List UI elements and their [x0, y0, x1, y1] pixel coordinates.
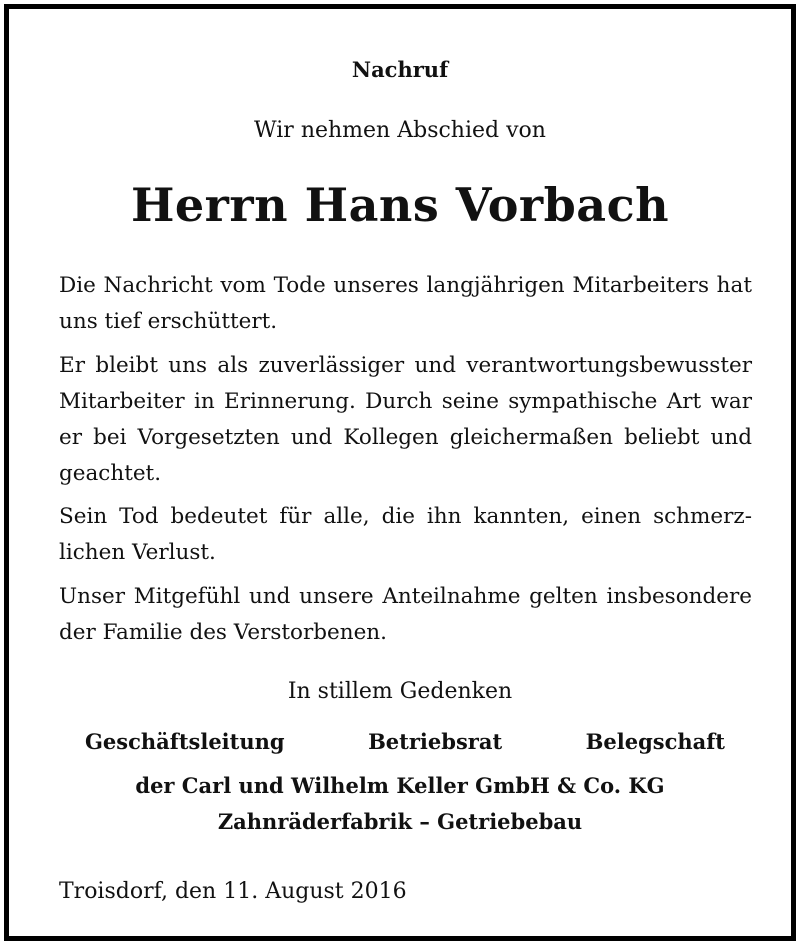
memory-line: In stillem Gedenken — [287, 679, 513, 704]
notice-paragraph: Er bleibt uns als zuverlässiger und verantwortungsbewusster Mitarbeiter in Erinnerung. Durch seine sympathische Art war er bei Vorgesetzten und Kollegen gleichermaßen beliebt und geachtet. — [59, 353, 752, 486]
signers-row — [85, 726, 725, 758]
deceased-name: Herrn Hans Vorbach — [130, 178, 670, 232]
company-division: Zahnräderfabrik – Getriebebau — [217, 809, 583, 834]
dateline: Troisdorf, den 11. August 2016 — [59, 879, 407, 904]
notice-heading: Nachruf — [351, 57, 449, 82]
notice-paragraph: Die Nachricht vom Tode unseres langjährigen Mitarbeiters hat uns tief erschüttert. — [59, 273, 752, 334]
signer-staff: Belegschaft — [585, 729, 725, 754]
obituary-notice — [4, 4, 796, 941]
notice-paragraph: Sein Tod bedeutet für alle, die ihn kannten, einen schmerzlichen Verlust. — [59, 504, 752, 565]
notice-intro: Wir nehmen Abschied von — [254, 118, 546, 143]
signer-works-council: Betriebsrat — [368, 729, 503, 754]
company-name: der Carl und Wilhelm Keller GmbH & Co. KG — [135, 773, 665, 798]
signer-management: Geschäftsleitung — [85, 729, 285, 754]
notice-paragraph: Unser Mitgefühl und unsere Anteilnahme gelten insbesondere der Familie des Verstorbenen. — [59, 584, 752, 645]
